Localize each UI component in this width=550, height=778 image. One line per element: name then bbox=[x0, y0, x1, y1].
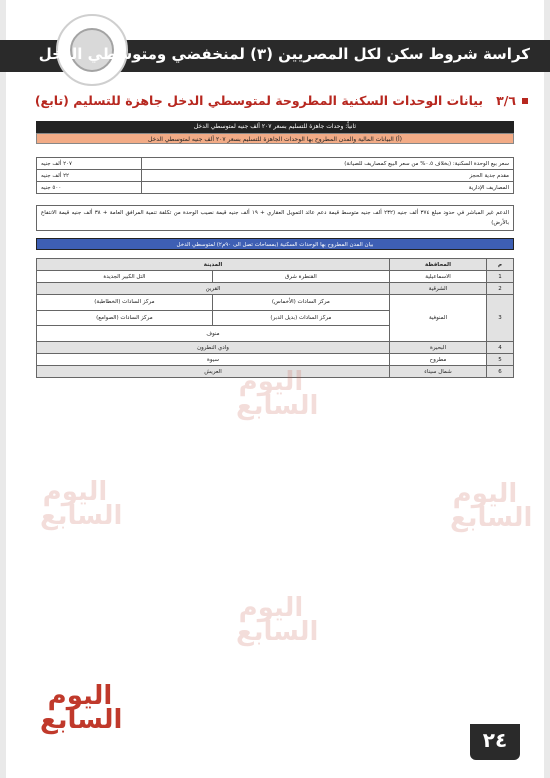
city-cell: منوف bbox=[37, 326, 390, 342]
table-row bbox=[37, 170, 514, 182]
section-title: بيانات الوحدات السكنية المطروحة لمتوسطي الدخل جاهزة للتسليم (تابع) bbox=[34, 93, 484, 108]
governorate-cell: المنوفية bbox=[390, 295, 487, 342]
col-header-city: المدينة bbox=[37, 259, 390, 271]
table-header-row bbox=[37, 259, 514, 271]
financial-table bbox=[36, 157, 514, 194]
row-number: 2 bbox=[487, 283, 514, 295]
city-cell: مركز السادات (الخطاطبة) bbox=[37, 295, 213, 311]
admin-fees-value: ٥٠٠ جنيه bbox=[37, 182, 142, 194]
page-header-title: كراسة شروط سكن لكل المصريين (٣) لمنخفضي ومتوسطي الدخل bbox=[38, 45, 530, 63]
admin-fees-label: المصاريف الإدارية bbox=[142, 182, 514, 194]
governorate-cell: البحيرة bbox=[390, 342, 487, 354]
city-cell: مركز السادات (الصوامع) bbox=[37, 310, 213, 326]
governorate-cell: الشرقية bbox=[390, 283, 487, 295]
table-row bbox=[37, 271, 514, 283]
city-cell: القنطرة شرق bbox=[212, 271, 389, 283]
table-row bbox=[37, 283, 514, 295]
table-row bbox=[37, 182, 514, 194]
city-cell: العريش bbox=[37, 366, 390, 378]
table-row bbox=[37, 342, 514, 354]
governorate-cell: شمال سيناء bbox=[390, 366, 487, 378]
row-number: 4 bbox=[487, 342, 514, 354]
deposit-label: مقدم جدية الحجز bbox=[142, 170, 514, 182]
subsidy-note: الدعم غير المباشر في حدود مبلغ ٣٧٤ ألف جنيه (٢٣٢ ألف جنيه متوسط قيمة دعم عائد التمويل العقاري + ١٩ ألف جنيه قيمة نصيب الوحدة من تكلفة تنمية المرافق العامة + ٣٨ ألف جنيه قيمة الانتفاع بالأرض) bbox=[36, 205, 514, 231]
watermark-logo: اليوم السابع bbox=[40, 477, 123, 531]
watermark-logo: اليوم السابع bbox=[236, 367, 319, 421]
units-table-subheading: (أ) البيانات المالية والمدن المطروح بها الوحدات الجاهزة للتسليم بسعر ٢٠٧ ألف جنيه لمتوسطي الدخل bbox=[36, 133, 514, 144]
row-number: 3 bbox=[487, 295, 514, 342]
city-cell: مركز السادات (بديل الدبر) bbox=[212, 310, 389, 326]
city-cell: وادي النطرون bbox=[37, 342, 390, 354]
table-row bbox=[37, 354, 514, 366]
section-heading bbox=[35, 93, 516, 108]
right-edge-stripe bbox=[544, 0, 550, 778]
price-value: ٢٠٧ ألف جنيه bbox=[37, 158, 142, 170]
city-cell: مركز السادات (الأخماس) bbox=[212, 295, 389, 311]
price-label: سعر بيع الوحدة السكنية: (بخلاف ٠.٥% من سعر البيع كمصاريف للصيانة) bbox=[142, 158, 514, 170]
watermark-logo: اليوم السابع bbox=[450, 479, 533, 533]
watermark-logo: اليوم السابع bbox=[236, 593, 319, 647]
governorate-cell: الاسماعيلية bbox=[390, 271, 487, 283]
left-edge-stripe bbox=[0, 0, 6, 778]
deposit-value: ٢٢ ألف جنيه bbox=[37, 170, 142, 182]
watermark-logo-bottom: اليوم السابع bbox=[40, 681, 123, 735]
section-bullet-icon bbox=[522, 98, 528, 104]
row-number: 1 bbox=[487, 271, 514, 283]
page-number: ٢٤ bbox=[482, 728, 508, 752]
row-number: 6 bbox=[487, 366, 514, 378]
units-table-heading: ثانياً: وحدات جاهزة للتسليم بسعر ٢٠٧ ألف جنيه لمتوسطي الدخل bbox=[36, 121, 514, 133]
governorate-cell: مطروح bbox=[390, 354, 487, 366]
table-row bbox=[37, 295, 514, 311]
row-number: 5 bbox=[487, 354, 514, 366]
col-header-num: م bbox=[487, 259, 514, 271]
table-row bbox=[37, 158, 514, 170]
city-cell: سيوة bbox=[37, 354, 390, 366]
cities-table-heading: بيان المدن المطروح بها الوحدات السكنية (بمساحات تصل الى ٩٠م٢) لمتوسطي الدخل bbox=[36, 238, 514, 250]
cities-table bbox=[36, 258, 514, 378]
section-number: ٣/٦ bbox=[496, 93, 516, 108]
city-cell: التل الكبير الجديدة bbox=[37, 271, 213, 283]
city-cell: القرين bbox=[37, 283, 390, 295]
col-header-governorate: المحافظة bbox=[390, 259, 487, 271]
